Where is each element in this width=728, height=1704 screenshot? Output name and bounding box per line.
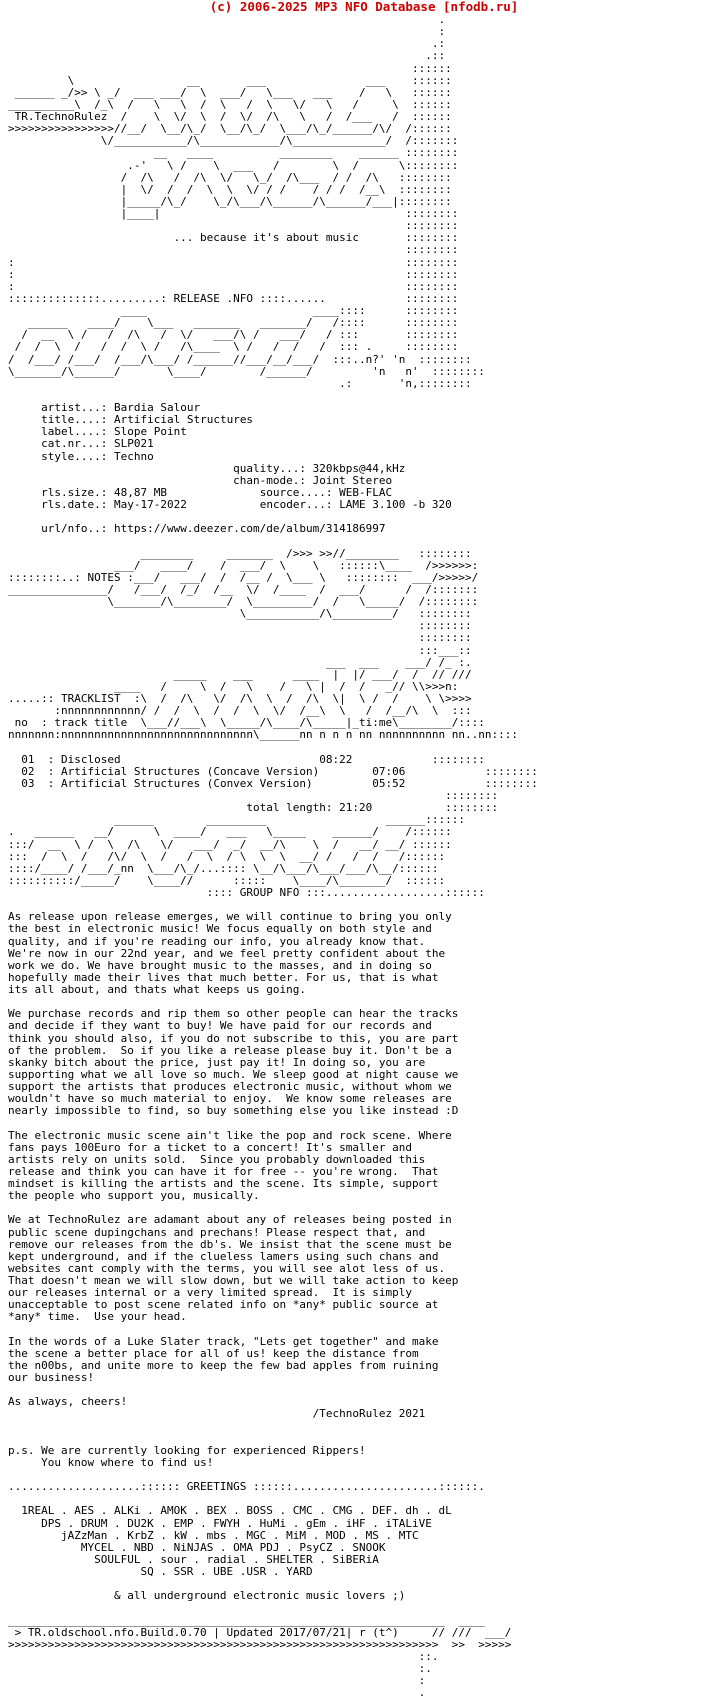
greetings-line: MYCEL . NBD . NiNJAS . OMA PDJ . PsyCZ . SNOOK: [80, 1540, 386, 1554]
quality-label: quality...:: [233, 461, 307, 475]
group-paragraph: We at TechnoRulez are adamant about any of releases being posted in public scene dupingchans and prechans! Please respect that, and remove our releases from the db's. We insist that the scene must be kept underground, and if the clueless lamers using such chans and websites cant comply with the terms, you will see alot less of us. That doesn't mean we will slow down, but we will take action to keep our releases internal or a very limited spread. It is simply unacceptable to post scene related info on *any* public source at *any* time. Use your head.: [8, 1213, 459, 1324]
album-url[interactable]: https://www.deezer.com/de/album/314186997: [113, 522, 386, 536]
style-label: style....:: [41, 449, 108, 463]
footer-ascii-art: __________________________________________________________________ ____ > TR.oldschool.nfo.Build.0.70 | Updated 2017/07/21| r (t^) // /// ___/ >>>>>>>>>>>>>>>>>>>>>>>>>>>>>>>>>>>>>>>>>>>>>>>>>>>>>>>>>>>>>>>>> >> >>>>> ::. :. : .: [8, 1613, 512, 1700]
track-time: 05:52: [372, 776, 406, 790]
release-date-label: rls.date.:: [41, 498, 108, 511]
tracklist-ascii-art: :::::::: :::___:: ___ ___ ___/ /_ :. _____ ___ ____ | |/ ___/ / // /// ____ / \ / \ / \ | / / _// \\>>>n: .....:: TRACKLIST :\ / /\ \/ /\ \ / /\ \| \ / / \ \>>>> :nnnnnnnnnnnn/ / / \ / / \ \/ /__\ \ / /__/\ \ :::: [8, 631, 472, 718]
title-value: Artificial Structures: [113, 413, 254, 427]
record-label-value: Slope Point: [113, 425, 187, 439]
track-time: 07:06: [372, 764, 406, 778]
encoder-value: LAME 3.100 -b 320: [339, 498, 452, 511]
group-signature: /TechnoRulez 2021: [312, 1407, 426, 1421]
encoder-label: encoder...:: [259, 498, 333, 511]
greetings-header: ....................:::::: GREETINGS ::::::......................::::::.: [8, 1480, 485, 1494]
track-number: 03: [21, 776, 35, 790]
track-time: 08:22: [319, 752, 353, 766]
site-copyright-header: (c) 2006-2025 MP3 NFO Database [nfodb.ru]: [209, 0, 519, 14]
release-size-value: 48,87 MB: [113, 485, 167, 499]
column-header-no: no: [14, 716, 28, 730]
greetings-line: 1REAL . AES . ALKi . AMOK . BEX . BOSS . CMC . CMG . DEF. dh . dL: [21, 1504, 452, 1518]
ps-note-line2: You know where to find us!: [41, 1455, 214, 1469]
catalog-number-value: SLP021: [113, 437, 154, 451]
track-number: 01: [21, 752, 35, 766]
closing-cheers: As always, cheers!: [8, 1395, 128, 1409]
channel-mode-label: chan-mode.:: [233, 473, 307, 487]
channel-mode-value: Joint Stereo: [312, 473, 393, 487]
quality-value: 320kbps@44,kHz: [312, 461, 406, 475]
total-length-label: total length:: [246, 801, 333, 815]
nfo-text: . : .: .:: :::::: \ __ ___ ___ :::::: ______ _/>> \ _/ ___ ___/ \ ___/ \___ ___ / \ :::::: __________\ /_\ / \ \ / \ / \ \/ \ / \ :::::: TR.TechnoRulez / \ \/ \ / \/ /\ \ / /___ / :::::: >>>>>>>>>>>>>>>>//__/ \__/\_/ \__/\_/ \___/\_/______/\/ /:::::: \/___________/\____________/\______________/ /::::::: __ ____ ________ ______ :::::::: .-' \ / \ ___ / \ / \:::::::: / /\ / /\ \/ \_/ /\___ / / /\ :::::::: | \/ / / \ \ \/ / / / / / /__\ :::::::: |_____/\_/ \_/\___/\______/\______/___|:::::::: |____| :::::::: :::::::: ... because it's about music :::::::: :::::::: : :::::::: : :::::::: : :::::::: ::::::::::::::.........: RELEASE .NFO ::::...... :::::::: ____ ____:::: :::::::: ______ ____/ \___ _______ _______/ /:::: :::::::: / __ \ / / /\ / \/ ___/\ / ___/ / ::: :::::::: / / \ / / / \ / /\____ \ / / / / ::: . :::::::: / /___/ /___/ /___/\___/ /______//___/__/___/ :::..n?' 'n :::::::: \_______/\______/ \____/ /______/ 'n n' :::::::: .: 'n,:::::::: artist...: Bardia Salour title....: Artificial Structures label....: Slope Point cat.nr...: SLP021 style....: Techno quality...: 320kbps@44,kHz chan-mode.: Joint Stereo rls.size.: 48,87 MB source....: WEB-FLAC rls.date.: May-17-2022 encoder...: LAME 3.100 -b 320 url/nfo..: https://www.deezer.com/de/album/314186997 ________ _______ />>> >>//________ :::::::: ___/ ____/ / ___/ \ \ ::::::\____ />>>>>>: ::::::::..: NOTES :___/ ___/ / /__ / \___ \ :::::::: ___/>>>>>/ _______________/ /___/ /_/ /__ \/ /____ / ___/ / /::::::: \_______/\________/ \_________/ / \_____/ /:::::::: \___________/\_________/ :::::::: :::::::: :::::::: :::___:: ___ ___ ___/ /_ :. _____ ___ ____ | |/ ___/ / // /// ____ / \ / \ / \ | / / _// \\>>>n: .....:: TRACKLIST :\ / /\ \/ /\ \ / /\ \| \ / / \ \>>>> :nnnnnnnnnnnn/ / / \ / / \ \/ /__\ \ / /__/\ \ ::: no : track title \___//___\ \_____/\____/\_____|_ti:me\________/:::: nnnnnnn:nnnnnnnnnnnnnnnnnnnnnnnnnnnnn\______nn n n n nn nnnnnnnnnn nn..nn:::: 01 : Disclosed 08:22 :::::::: 02 : Artificial Structures (Concave Version) 07:06 :::::::: 03 : Artificial Structures (Convex Version) 05:52 :::::::: :::::::: total length: 21:20 :::::::: ______ _________ ______:::::: . ______ __/ \ ____/ ___ \_____ ______/ /:::::: :::/ __ \ / \ /\ \/ ___/ _/ __/\ \ / __/ __/ :::::: ::: / \ / /\/ \ / / \ / \ \ \ __/ / / / /:::::: ::::/____/ /___/_nn \___/\_/...:::: \__/\___/\___/___/\__/:::::: ::::::::::/_____/ \____// ::::: \____/\_______/ :::::: :::: GROUP NFO :::..................:::::: As release upon release emerges, we will continue to bring you only the best in electronic music! We focus equally on both style and quality, and if you're reading our info, you already know that. We're now in our 22nd year, and we feel pretty confident about the work we do. We have brought music to the masses, and in doing so hopefully made their lives that much better. For us, that is what its all about, and thats what keeps us going. We purchase records and rip them so other people can hear the tracks and decide if they want to buy! We have paid for our records and think you should also, if you do not subscribe to this, you are part of the problem. So if you like a release please buy it. Don't be a skanky bitch about the price, just pay it! In doing so, you are supporting what we all love so much. We sleep good at night cause we support the artists that produces electronic music, without whom we wouldn't have so much material to enjoy. We know some releases are nearly impossible to find, so buy something else you like instead :D The electronic music scene ain't like the pop and rock scene. Where fans pays 100Euro for a ticket to a concert! It's smaller and artists rely on units sold. Since you probably downloaded this release and think you can have it for free -- you're wrong. That mindset is killing the artists and the scene. Its simple, support the people who support you, musically. We at TechnoRulez are adamant about any of releases being posted in public scene dupingchans and prechans! Please respect that, and remove our releases from the db's. We insist that the scene must be kept underground, and if the clueless lamers using such chans and websites cant comply with the terms, you will see alot less of us. That doesn't mean we will slow down, but we will take action to keep our releases internal or a very limited spread. It is simply unacceptable to post scene related info on *any* public source at *any* time. Use your head. In the words of a Luke Slater track, "Lets get together" and make the scene a better place for all of us! keep the distance from the n00bs, and unite more to keep the few bad apples from ruining our business! As always, cheers! /TechnoRulez 2021 p.s. We are currently looking for experienced Rippers! You know where to find us! ....................:::::: GREETINGS ::::::......................::::::. 1REAL . AES . ALKi . AMOK . BEX . BOSS . CMC . CMG . DEF. dh . dL DPS . DRUM . DU2K . EMP . FWYH . HuMi . gEm . iHF . iTALiVE jAZzMan . KrbZ . kW . mbs . MGC . MiM . MOD . MS . MTC MYCEL . NBD . NiNJAS . OMA PDJ . PsyCZ . SNOOK SOULFUL . sour . radial . SHELTER . SiBERiA SQ . SSR . UBE .USR . YARD & all underground electronic music lovers ;) __________________________________________________________________ ____ > TR.oldschool.nfo.Build.0.70 | Updated 2017/07/21| r (t^) // /// ___/ >>>>>>>>>>>>>>>>>>>>>>>>>>>>>>>>>>>>>>>>>>>>>>>>>>>>>>>>>>>>>>>>> >> >>>>> ::. :. : .: [8, 14, 538, 1700]
total-length-value: 21:20: [339, 801, 373, 815]
source-label: source....:: [259, 485, 333, 499]
track-number: 02: [21, 764, 35, 778]
column-header-time: ti:me: [359, 716, 393, 730]
greetings-line: DPS . DRUM . DU2K . EMP . FWYH . HuMi . gEm . iHF . iTALiVE: [41, 1516, 432, 1530]
artist-label: artist...:: [41, 401, 108, 414]
url-label: url/nfo..:: [41, 522, 108, 536]
group-paragraph: As release upon release emerges, we will continue to bring you only the best in electronic music! We focus equally on both style and quality, and if you're reading our info, you already know that. We're now in our 22nd year, and we feel pretty confident about the work we do. We have brought music to the masses, and in doing so hopefully made their lives that much better. For us, that is what its all about, and thats what keeps us going.: [8, 910, 452, 996]
catalog-number-label: cat.nr...:: [41, 437, 108, 451]
group-paragraph: We purchase records and rip them so other people can hear the tracks and decide if they want to buy! We have paid for our records and think you should also, if you do not subscribe to this, you are part of the problem. So if you like a release please buy it. Don't be a skanky bitch about the price, just pay it! In doing so, you are supporting what we all love so much. We sleep good at night cause we support the artists that produces electronic music, without whom we wouldn't have so much material to enjoy. We know some releases are nearly impossible to find, so buy something else you like instead :D: [8, 1007, 459, 1118]
greetings-line: SQ . SSR . UBE .USR . YARD: [140, 1565, 313, 1578]
nfo-document: [8, 14, 720, 1704]
artist-value: Bardia Salour: [113, 401, 201, 414]
ps-note: p.s. We are currently looking for experienced Rippers!: [8, 1443, 366, 1457]
group-paragraph: The electronic music scene ain't like the pop and rock scene. Where fans pays 100Euro for a ticket to a concert! It's smaller and artists rely on units sold. Since you probably downloaded this release and think you can have it for free -- you're wrong. That mindset is killing the artists and the scene. Its simple, support the people who support you, musically.: [8, 1128, 452, 1203]
column-header-track-title: track title: [54, 716, 128, 730]
release-size-label: rls.size.:: [41, 485, 108, 499]
group-paragraph: In the words of a Luke Slater track, "Lets get together" and make the scene a better place for all of us! keep the distance from the n00bs, and unite more to keep the few bad apples from ruining our business!: [8, 1334, 439, 1384]
greetings-line: SOULFUL . sour . radial . SHELTER . SiBERiA: [94, 1552, 379, 1566]
track-title: Artificial Structures (Convex Version): [61, 776, 313, 790]
notes-ascii-art: ________ _______ />>> >>//________ :::::::: ___/ ____/ / ___/ \ \ ::::::\____ />>>>>>: ::::::::..: NOTES :___/ ___/ / /__ / \___ \ :::::::: ___/>>>>>/ _______________/ /___/ /_/ /__ \/ /____ / ___/ / /::::::: \_______/\________/ \_________/ / \_____/ /:::::::: \___________/\_________/ :::::::: ::::::::: [8, 546, 479, 633]
greetings-closing: & all underground electronic music lovers ;): [113, 1589, 406, 1603]
record-label-label: label....:: [41, 425, 108, 439]
style-value: Techno: [113, 449, 154, 463]
track-title: Artificial Structures (Concave Version): [61, 764, 320, 778]
release-date-value: May-17-2022: [113, 498, 187, 511]
source-value: WEB-FLAC: [339, 485, 393, 499]
greetings-line: jAZzMan . KrbZ . kW . mbs . MGC . MiM . MOD . MS . MTC: [60, 1528, 419, 1542]
title-label: title....:: [41, 413, 108, 427]
track-title: Disclosed: [61, 752, 121, 766]
group-nfo-ascii-art: ______ _________ ______:::::: . ______ __/ \ ____/ ___ \_____ ______/ /:::::: :::/ __ \ / \ /\ \/ ___/ _/ __/\ \ / __/ __/ :::::: ::: / \ / /\/ \ / / \ / \ \ \ __/ / / / /:::::: ::::/____/ /___/_nn \___/\_/...:::: \__/\___/\___/___/\__/:::::: ::::::::::/_____/ \____// ::::: \____/\_______/ :::::: :::: GROUP NFO :::..................::::::: [8, 813, 485, 899]
logo-ascii-art: . : .: .:: :::::: \ __ ___ ___ :::::: ______ _/>> \ _/ ___ ___/ \ ___/ \___ ___ / \ :::::: __________\ /_\ / \ \ / \ / \ \/ \ / \ :::::: TR.TechnoRulez / \ \/ \ / \/ /\ \ / /___ / :::::: >>>>>>>>>>>>>>>>//__/ \__/\_/ \__/\_/ \___/\_/______/\/ /:::::: \/___________/\____________/\______________/ /::::::: __ ____ ________ ______ :::::::: .-' \ / \ ___ / \ / \:::::::: / /\ / /\ \/ \_/ /\___ / / /\ :::::::: | \/ / / \ \ \/ / / / / / /__\ :::::::: |_____/\_/ \_/\___/\______/\______/___|:::::::: |____| :::::::: :::::::: ... because it's about music :::::::: :::::::: : :::::::: : :::::::: : :::::::: ::::::::::::::.........: RELEASE .NFO ::::...... :::::::: ____ ____:::: :::::::: ______ ____/ \___ _______ _______/ /:::: :::::::: / __ \ / / /\ / \/ ___/\ / ___/ / ::: :::::::: / / \ / / / \ / /\____ \ / / / / ::: . :::::::: / /___/ /___/ /___/\___/ /______//___/__/___/ :::..n?' 'n :::::::: \_______/\______/ \____/ /______/ 'n n' :::::::: .: 'n,::::::::: [8, 14, 485, 390]
